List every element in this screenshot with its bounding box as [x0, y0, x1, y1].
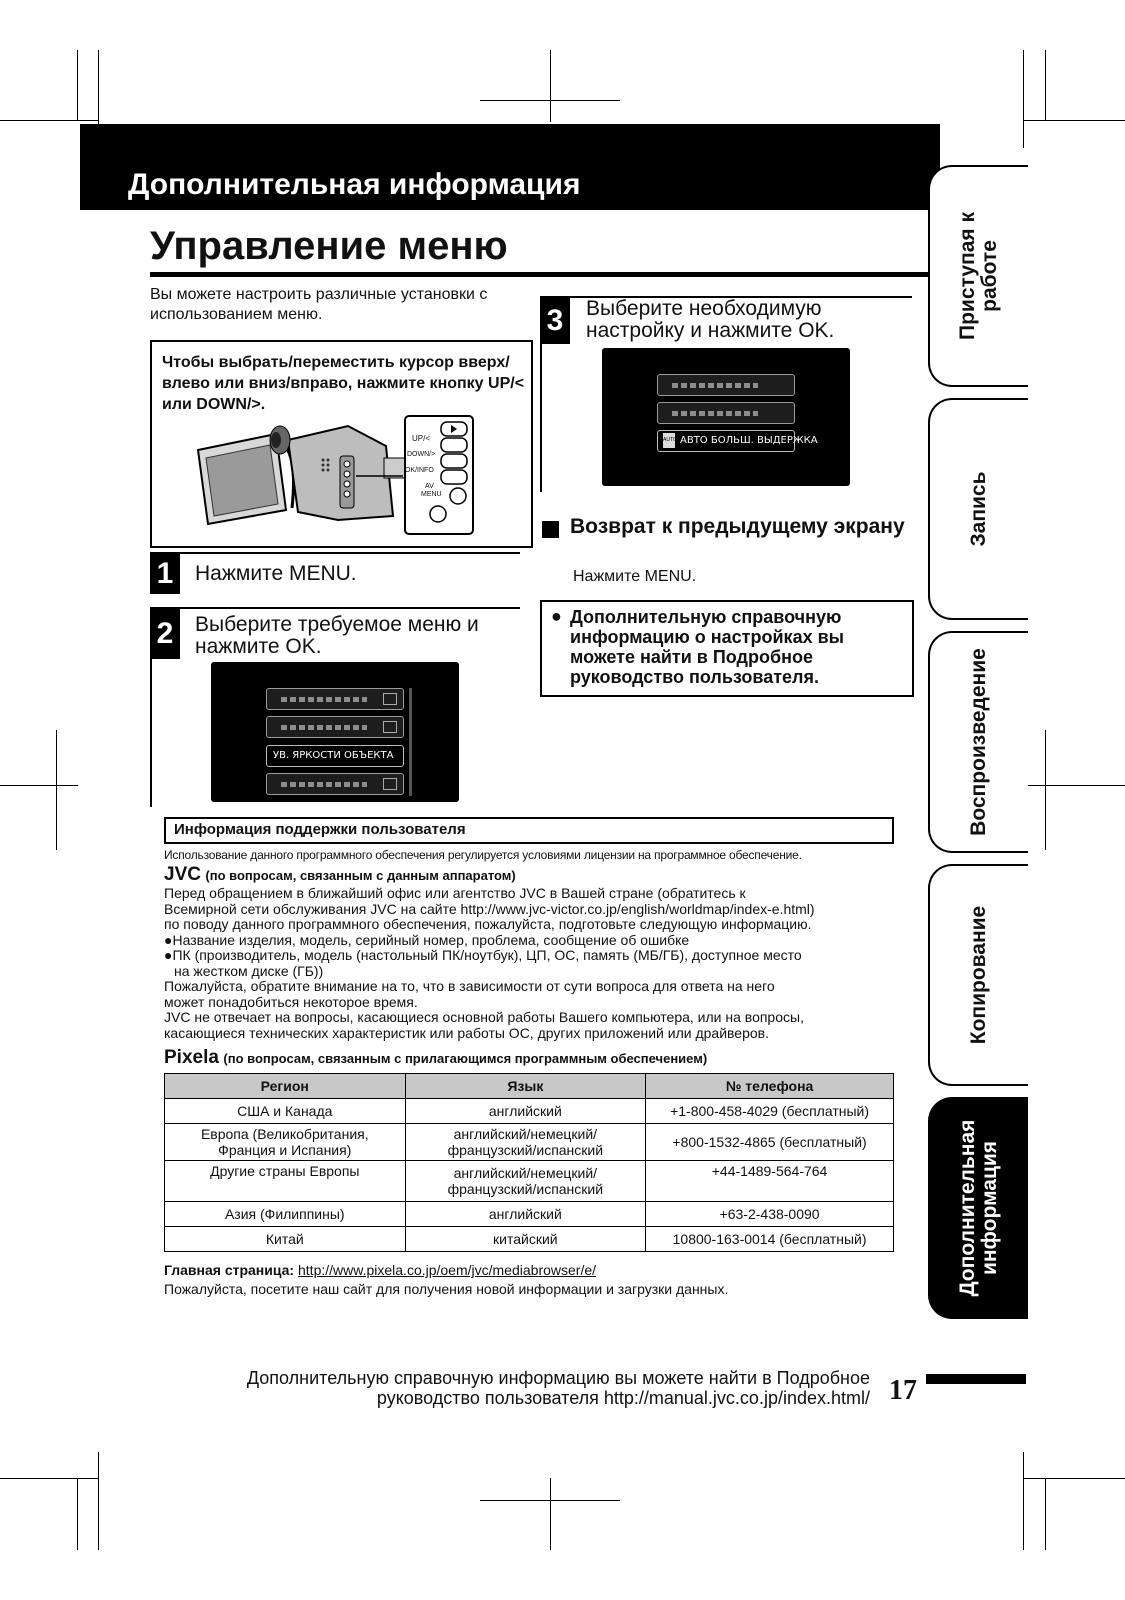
step-3-number: 3: [540, 298, 570, 344]
info-box-text: Дополнительную справочную информацию о настройках вы можете найти в Подробное руководство пользователя.: [570, 607, 845, 687]
crop-mark: [550, 1478, 551, 1550]
jvc-body-line: может понадобиться некоторое время.: [164, 993, 418, 1010]
license-text: Использование данного программного обеспечения регулируется условиями лицензии на программное обеспечение.: [164, 848, 802, 862]
crop-mark: [1023, 1452, 1024, 1550]
bullet-icon: ●: [551, 606, 562, 626]
footer-text: [200, 1368, 870, 1408]
down-button-label: DOWN/>: [407, 451, 436, 458]
visit-text: Пожалуйста, посетите наш сайт для получения новой информации и загрузки данных.: [164, 1281, 729, 1297]
footer-bar: [926, 1374, 1026, 1384]
crop-mark: [0, 785, 78, 786]
jvc-body-line: по поводу данного программного обеспечения, пожалуйста, подготовьте следующую информацию.: [164, 916, 812, 932]
table-cell: +44-1489-564-764: [646, 1161, 894, 1202]
crop-mark: [1045, 730, 1046, 850]
step-1-rule: [150, 552, 520, 554]
table-header-row: [165, 1074, 894, 1099]
tab-getting-started[interactable]: [928, 165, 1028, 387]
menu-item-selected: [266, 745, 404, 767]
page-title: Управление меню: [150, 224, 508, 268]
crop-mark: [1023, 1478, 1125, 1479]
up-button-label: UP/<: [412, 434, 431, 443]
crop-mark: [56, 730, 57, 850]
scrollbar: [409, 688, 412, 796]
menu-item: [266, 688, 404, 710]
menu-screen-3: [602, 348, 850, 486]
footer-line: руководство пользователя http://manual.jvc.co.jp/index.html/: [376, 1388, 870, 1408]
crop-mark: [1045, 1478, 1046, 1550]
jvc-body-line: Пожалуйста, обратите внимание на то, что в зависимости от сути вопроса для ответа на него: [164, 978, 775, 994]
tab-additional-info[interactable]: [928, 1097, 1028, 1319]
table-cell: английский: [405, 1202, 646, 1227]
table-cell: США и Канада: [165, 1099, 406, 1124]
tab-label: Запись: [967, 471, 990, 547]
homepage-link[interactable]: http://www.pixela.co.jp/oem/jvc/mediabrowser/e/: [298, 1262, 597, 1278]
homepage-line: [164, 1262, 596, 1278]
menu-item-selected: [657, 430, 818, 452]
table-cell: +800-1532-4865 (бесплатный): [646, 1124, 894, 1161]
jvc-heading: [164, 864, 516, 886]
tab-copying[interactable]: [928, 864, 1028, 1086]
jvc-body-line: ●ПК (производитель, модель (настольный ПК/ноутбук), ЦП, ОС, память (МБ/ГБ), доступное место: [164, 947, 802, 963]
pixela-subtitle: (по вопросам, связанным с прилагающимся программным обеспечением): [223, 1051, 708, 1066]
page-number: 17: [889, 1375, 917, 1406]
table-cell: Азия (Филиппины): [165, 1202, 406, 1227]
step-1-text: Нажмите MENU.: [195, 562, 357, 585]
jvc-name: JVC: [164, 864, 201, 885]
table-cell: +63-2-438-0090: [646, 1202, 894, 1227]
table-cell: Китай: [165, 1227, 406, 1252]
table-cell: английский/немецкий/ французский/испанский: [405, 1124, 646, 1161]
table-row: [165, 1161, 894, 1202]
av-button-label: AV: [425, 483, 434, 490]
section-header-title: Дополнительная информация: [128, 168, 581, 201]
return-section-text: Нажмите MENU.: [573, 568, 697, 585]
tab-recording[interactable]: [928, 398, 1028, 620]
pixela-name: Pixela: [164, 1047, 219, 1068]
menu-item: [657, 402, 795, 424]
footer-line: Дополнительную справочную информацию вы можете найти в Подробное: [246, 1368, 870, 1388]
camcorder-illustration: [188, 412, 488, 544]
tab-label: Приступая к работе: [956, 212, 1001, 340]
crop-mark: [77, 50, 78, 120]
title-rule: [150, 272, 930, 277]
tab-label: Копирование: [967, 905, 990, 1045]
table-cell: китайский: [405, 1227, 646, 1252]
step-3-side-rule: [540, 344, 542, 492]
crop-mark: [1023, 785, 1125, 786]
support-table: [164, 1073, 894, 1252]
table-cell: +1-800-458-4029 (бесплатный): [646, 1099, 894, 1124]
jvc-subtitle: (по вопросам, связанным с данным аппаратом): [205, 868, 516, 883]
crop-mark: [98, 1452, 99, 1550]
tip-text: Чтобы выбрать/переместить курсор вверх/влево или вниз/вправо, нажмите кнопку UP/< или DOWN/>.: [162, 354, 525, 413]
menu-item-selected-label: УВ. ЯРКОСТИ ОБЪЕКТА: [273, 750, 394, 761]
square-bullet-icon: [542, 521, 559, 538]
menu-item-selected-label: АВТО БОЛЬШ. ВЫДЕРЖКА: [680, 435, 818, 446]
ok-button-label: OK/INFO: [405, 467, 434, 474]
pixela-heading: [164, 1047, 707, 1069]
jvc-body-line: ●Название изделия, модель, серийный номер, проблема, сообщение об ошибке: [164, 931, 690, 948]
jvc-body: [164, 886, 904, 1041]
step-2-side-rule: [150, 659, 152, 807]
crop-mark: [77, 1478, 78, 1550]
jvc-body-line: Перед обращением в ближайший офис или агентство JVC в Вашей стране (обратитесь к: [164, 885, 746, 901]
step-2-rule: [150, 607, 520, 609]
table-cell: Другие страны Европы: [165, 1161, 406, 1202]
step-2-text: Выберите требуемое меню и нажмите OK.: [195, 613, 479, 658]
menu-screen-2: [211, 662, 459, 802]
column-header: № телефона: [646, 1074, 894, 1099]
jvc-body-line: JVC не отвечает на вопросы, касающиеся основной работы Вашего компьютера, или на вопросы,: [164, 1009, 804, 1025]
step-3-text: Выберите необходимую настройку и нажмите OK.: [586, 297, 835, 342]
table-cell: 10800-163-0014 (бесплатный): [646, 1227, 894, 1252]
table-cell: английский/немецкий/ французский/испанский: [405, 1161, 646, 1202]
menu-item: [266, 773, 404, 795]
menu-button-label: MENU: [421, 491, 442, 498]
column-header: Язык: [405, 1074, 646, 1099]
menu-item: [266, 716, 404, 738]
homepage-label: Главная страница:: [164, 1262, 295, 1278]
support-header: Информация поддержки пользователя: [174, 821, 466, 838]
crop-mark: [1023, 50, 1024, 148]
intro-text: Вы можете настроить различные установки с использованием меню.: [150, 286, 488, 323]
tab-label: Дополнительная информация: [956, 1119, 1001, 1297]
jvc-body-line: касающиеся технических характеристик или работы ОС, других приложений или драйверов.: [164, 1024, 769, 1041]
crop-mark: [0, 120, 98, 121]
crop-mark: [1045, 50, 1046, 120]
crop-mark: [0, 1478, 98, 1479]
auto-icon: AUTO: [663, 433, 675, 448]
menu-item: [657, 374, 795, 396]
table-row: [165, 1124, 894, 1161]
return-section-title: Возврат к предыдущему экрану: [570, 515, 905, 538]
table-row: [165, 1099, 894, 1124]
table-cell: английский: [405, 1099, 646, 1124]
table-row: [165, 1227, 894, 1252]
crop-mark: [550, 50, 551, 122]
tab-label: Воспроизведение: [967, 648, 990, 836]
step-1-number: 1: [150, 554, 180, 594]
table-row: [165, 1202, 894, 1227]
jvc-body-line: Всемирной сети обслуживания JVC на сайте http://www.jvc-victor.co.jp/english/worldmap/index-e.html): [164, 900, 815, 917]
crop-mark: [1023, 120, 1125, 121]
table-cell: Европа (Великобритания, Франция и Испания): [165, 1124, 406, 1161]
jvc-body-line: на жестком диске (ГБ)): [174, 962, 324, 979]
step-2-number: 2: [150, 609, 180, 659]
column-header: Регион: [165, 1074, 406, 1099]
tab-playback[interactable]: [928, 631, 1028, 853]
